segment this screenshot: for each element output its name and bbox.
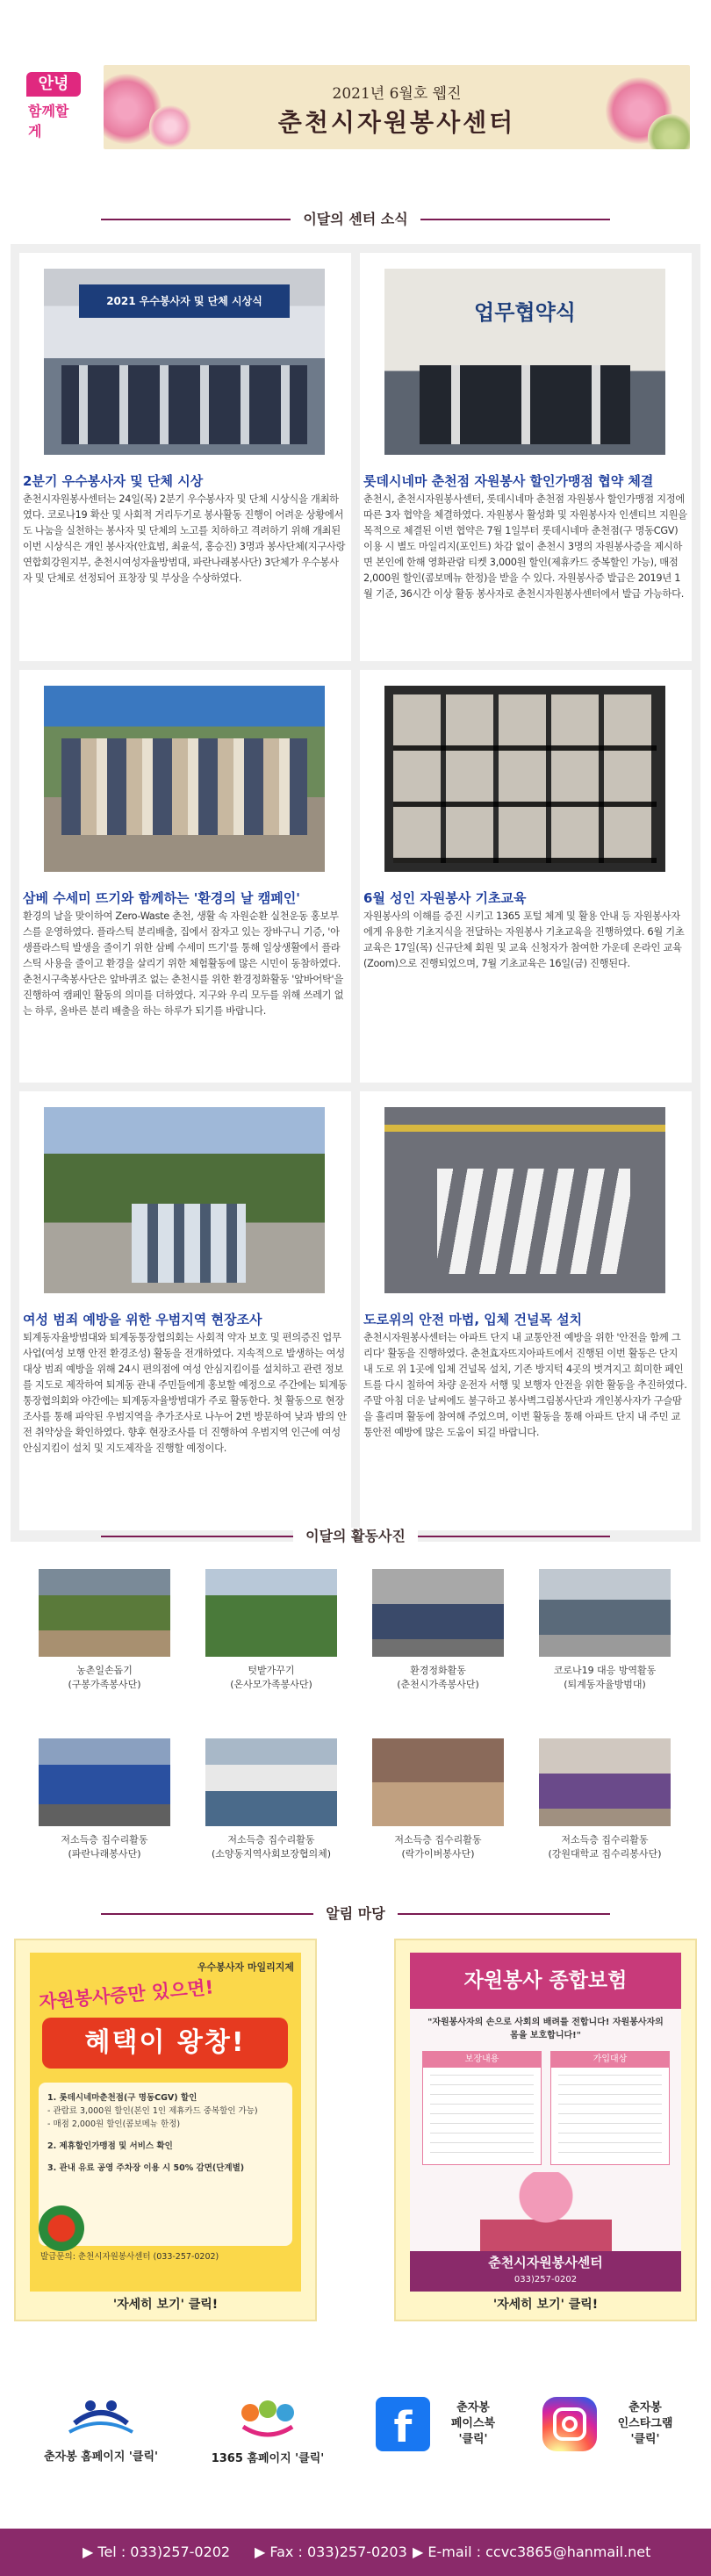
poster-head: 자원봉사증만 있으면! [38, 1976, 215, 2013]
notice-detail-button[interactable]: '자세히 보기' 클릭! [492, 2298, 599, 2312]
poster-footer: 발급문의: 춘천시자원봉사센터 (033-257-0202) [40, 2252, 219, 2262]
news-title[interactable]: 2분기 우수봉사자 및 단체 시상 [23, 473, 204, 489]
activity-group: (강원대학교 집수리봉사단) [548, 1848, 662, 1860]
link-label: 춘자봉 [628, 2401, 662, 2414]
activity-title: 저소득층 집수리활동 [227, 1834, 315, 1846]
activity-group: (소양동지역사회보장협의체) [211, 1848, 332, 1860]
link-label: '클릭' [630, 2433, 660, 2446]
news-body: 환경의 날을 맞이하여 Zero-Waste 춘천, 생활 속 자원순환 실천운동 홍보부스를 운영하였다. 플라스틱 분리배출, 집에서 잠자고 있는 장바구니 기증, '아생플라스틱 발생을 줄이기 위한 삼베 수세미 뜨기'를 통해 일상생활에서 플라스틱 사용을 줄이고 환경을 살리기 위한 체험활동에 많은 시민이 동참하였다. 춘천시구축봉사단은 앞바퀴조 없는 춘천시를 위한 환경정화활동 '앞바어탁'을 진행하여 캠페인 활동의 의미를 더하였다. 지구와 우리 모두를 위해 쓰레기 없는 하루, 올바른 분리 배출을 하는 하루가 되기를 바랍니다. [23, 910, 344, 1017]
footer-fax: ▶ Fax : 033)257-0203 [255, 2544, 407, 2560]
news-card[interactable] [360, 670, 692, 1083]
activity-item[interactable] [205, 1738, 337, 1861]
news-title[interactable]: 여성 범죄 예방을 위한 우범지역 현장조사 [23, 1312, 262, 1328]
badge-top: 안녕 [26, 72, 81, 97]
poster-top: 우수봉사자 마일리지제 [197, 1961, 294, 1973]
activity-group: (파란나래봉사단) [68, 1848, 141, 1860]
poster-benefits: 1. 롯데시네마춘천점(구 명동CGV) 할인 - 관람료 3,000원 할인(본인 1인 제휴카드 중복할인 가능) - 매점 2,000원 할인(콤보메뉴 한정) 2. 제휴할인가맹점 및 서비스 확인 3. 관내 유료 공영 주차장 이용 시 50% 감면(단계별) [39, 2083, 292, 2246]
section-title-news [101, 206, 610, 233]
activity-group: (구봉가족봉사단) [68, 1679, 141, 1690]
news-card[interactable] [360, 253, 692, 661]
activity-title: 저소득층 집수리활동 [561, 1834, 649, 1846]
news-title[interactable]: 도로위의 안전 마법, 입체 건널목 설치 [363, 1312, 583, 1328]
activity-title: 텃밭가꾸기 [248, 1665, 295, 1676]
activity-item[interactable] [39, 1738, 170, 1861]
notice-detail-button[interactable]: '자세히 보기' 클릭! [112, 2298, 219, 2312]
section-notice-label: 알림 마당 [313, 1905, 397, 1922]
umbrella-icon [480, 2172, 612, 2251]
watermelon-icon [39, 2205, 84, 2251]
external-links [0, 2397, 711, 2502]
activity-item[interactable] [539, 1569, 671, 1692]
activity-title: 환경정화활동 [410, 1665, 466, 1676]
news-body: 퇴계동자율방범대와 퇴계동통장협의회는 사회적 약자 보호 및 편의증진 업무사업(여성 보행 안전 환경조성) 활동을 전개하였다. 지속적으로 발생하는 여성 대상 범죄 예방을 위해 24시 편의점에 여성 안심지킴이를 설치하고 관련 정보를 지도로 제작하여 퇴계동 관내 주민들에게 홍보할 예정으로 주간에는 퇴계동통장협의회와 야간에는 퇴계동자율방범대가 주로 활동한다. 첫 활동으로 현장조사를 통해 파악된 우범지역을 추가조사로 나누어 2번 방문하여 낮과 밤의 안전 취약상을 확인하였다. 향후 현장조사를 더 진행하여 우범지역 인근에 여성 안심지킴이 설치 및 지도제작을 진행할 예정이다. [23, 1332, 348, 1454]
activity-title: 저소득층 집수리활동 [61, 1834, 148, 1846]
news-title[interactable]: 롯데시네마 춘천점 자원봉사 할인가맹점 협약 체결 [363, 473, 654, 489]
banner-title: 춘천시자원봉사센터 [277, 108, 516, 137]
section-title-activities [101, 1523, 610, 1550]
poster-title: 자원봉사 종합보험 [410, 1953, 681, 2009]
news-card[interactable] [19, 253, 351, 661]
news-title[interactable]: 삼베 수세미 뜨기와 함께하는 '환경의 날 캠페인' [23, 890, 300, 906]
notice-card-mileage[interactable] [14, 1939, 317, 2321]
banner-subtitle: 2021년 6월호 웹진 [332, 85, 462, 103]
news-photo[interactable] [44, 686, 325, 872]
badge-bottom: 함께할게 [28, 103, 69, 140]
header [0, 0, 711, 149]
activity-photo[interactable] [539, 1569, 671, 1657]
activity-photo[interactable] [205, 1738, 337, 1826]
link-1365[interactable] [202, 2397, 334, 2467]
facebook-icon: f [376, 2397, 430, 2451]
news-photo[interactable] [44, 269, 325, 455]
news-body: 춘천시, 춘천시자원봉사센터, 롯데시네마 춘천점 자원봉사 할인가맹점 지정에 따른 3자 협약을 체결하였다. 자원봉사 활성화 및 자원봉사자 인센티브 지원을 목적으로 체결된 이번 협약은 7월 1일부터 롯데시네마 춘천점(구 명동CGV) 이용 시 별도 마일리지(포인트) 차감 없이 춘천시 3명의 자원봉사증을 제시하면 본인에 한해 영화관람 티켓 3,000원 할인(제휴카드 중복할인 가능), 매점 2,000원 할인(콤보메뉴 한정)을 받을 수 있다. 자원봉사증 발급은 2019년 1월 기준, 36시간 이상 활동 봉사자로 춘천시자원봉사센터에서 발급 가능하다. [363, 493, 687, 600]
activity-group: (락가이버봉사단) [401, 1848, 475, 1860]
activity-photo[interactable] [539, 1738, 671, 1826]
link-label: 1365 홈페이지 '클릭' [211, 2452, 325, 2465]
poster-org-bar: 춘천시자원봉사센터 033)257-0202 [410, 2251, 681, 2292]
footer-email[interactable]: ▶ E-mail : ccvc3865@hanmail.net [413, 2544, 651, 2560]
activity-photo[interactable] [39, 1569, 170, 1657]
news-photo[interactable] [384, 269, 665, 455]
activity-group: (춘천시가족봉사단) [397, 1679, 479, 1690]
link-instagram[interactable] [542, 2397, 692, 2458]
section-news-label: 이달의 센터 소식 [291, 211, 420, 227]
section-activities-label: 이달의 활동사진 [293, 1528, 418, 1544]
link-label: 페이스북 [450, 2417, 496, 2430]
news-card[interactable] [19, 670, 351, 1083]
notice-card-insurance[interactable] [394, 1939, 697, 2321]
activity-photo[interactable] [372, 1569, 504, 1657]
instagram-icon [542, 2397, 597, 2451]
notice-poster[interactable] [30, 1953, 301, 2292]
activity-item[interactable] [372, 1738, 504, 1861]
news-photo[interactable] [384, 686, 665, 872]
news-card[interactable] [360, 1091, 692, 1530]
news-body: 춘천시자원봉사센터는 아파트 단지 내 교통안전 예방을 위한 '안전을 함께 그리다' 활동을 진행하였다. 춘천효자뜨지아파트에서 진행된 이번 활동은 단지 내 도로 위 1곳에 입체 건널목 설치, 기존 방지턱 4곳의 벗겨지고 희미한 페인트를 다시 칠하여 차량 운전자 서행 및 보행자 안전을 위한 활동을 추진하였다. 주말 아침 더운 날씨에도 불구하고 봉사벽그림봉사단과 개인봉사자가 구슬땀을 흘리며 활동에 참여해 주었으며, 이번 활동을 통해 아파트 단지 내 주민 교통안전 예방에 많은 도움이 되길 바랍니다. [363, 1332, 687, 1438]
news-grid [11, 244, 700, 1542]
chunjabong-logo-icon [66, 2397, 136, 2436]
poster-box: 가입대상 [550, 2051, 670, 2165]
activity-photo[interactable] [39, 1738, 170, 1826]
activity-title: 코로나19 대응 방역활동 [553, 1665, 657, 1676]
header-banner [104, 65, 690, 149]
news-photo[interactable] [44, 1107, 325, 1293]
link-label: 인스타그램 [617, 2417, 673, 2430]
photo-caption: 업무협약식 [474, 299, 576, 325]
news-body: 춘천시자원봉사센터는 24일(목) 2분기 우수봉사자 및 단체 시상식을 개최하였다. 코로나19 확산 및 사회적 거리두기로 봉사활동 진행이 어려운 상황에서도 나눔을 실천하는 봉사자 및 단체의 노고를 치하하고 격려하기 위해 개최된 이번 시상식은 개인 봉사자(안효범, 최윤석, 홍승진) 3명과 봉사단체(지구사랑연합회강원지부, 춘천시여성자율방범대, 파란나래봉사단) 3단체가 우수봉사자 및 단체로 선정되어 표창장 및 부상을 수상하였다. [23, 493, 346, 584]
photo-caption: 2021 우수봉사자 및 단체 시상식 [79, 284, 290, 318]
link-label: 춘자봉 [456, 2401, 490, 2414]
poster-title: 혜택이 왕창! [42, 2018, 288, 2069]
activity-item[interactable] [372, 1569, 504, 1692]
link-label: 춘자봉 홈페이지 '클릭' [43, 2450, 159, 2464]
activity-group: (퇴계동자율방범대) [564, 1679, 646, 1690]
activity-title: 농촌일손돕기 [76, 1665, 133, 1676]
news-body: 자원봉사의 이해를 증진 시키고 1365 포털 체계 및 활용 안내 등 자원봉사자에게 유용한 기초지식을 전달하는 자원봉사 기초교육을 진행하였다. 6월 기초교육은 17일(목) 신규단체 회원 및 교육 신청자가 참여한 가운데 온라인 교육(Zoom)으로 진행되었으며, 7월 기초교육은 16일(금) 진행된다. [363, 910, 685, 969]
activity-group: (온사모가족봉사단) [230, 1679, 312, 1690]
news-title[interactable]: 6월 성인 자원봉사 기초교육 [363, 890, 527, 906]
activity-photo[interactable] [205, 1569, 337, 1657]
activity-item[interactable] [539, 1738, 671, 1861]
activity-item[interactable] [205, 1569, 337, 1692]
activity-title: 저소득층 집수리활동 [394, 1834, 482, 1846]
activity-photo[interactable] [372, 1738, 504, 1826]
notice-poster[interactable] [410, 1953, 681, 2292]
greeting-badge [26, 72, 81, 140]
footer-contact-bar [0, 2529, 711, 2576]
link-homepage[interactable] [35, 2397, 167, 2465]
news-photo[interactable] [384, 1107, 665, 1293]
section-title-notice [101, 1901, 610, 1927]
link-facebook[interactable] [376, 2397, 499, 2458]
poster-box: 보장내용 [422, 2051, 542, 2165]
poster-quote: "자원봉사자의 손으로 사회의 배려를 전합니다! 자원봉사자의 몸을 보호합니다!" [427, 2018, 664, 2040]
news-card[interactable] [19, 1091, 351, 1530]
link-label: '클릭' [458, 2433, 488, 2446]
logo-1365-icon [233, 2397, 303, 2441]
activity-item[interactable] [39, 1569, 170, 1692]
footer-tel: ▶ Tel : 033)257-0202 [83, 2544, 231, 2560]
